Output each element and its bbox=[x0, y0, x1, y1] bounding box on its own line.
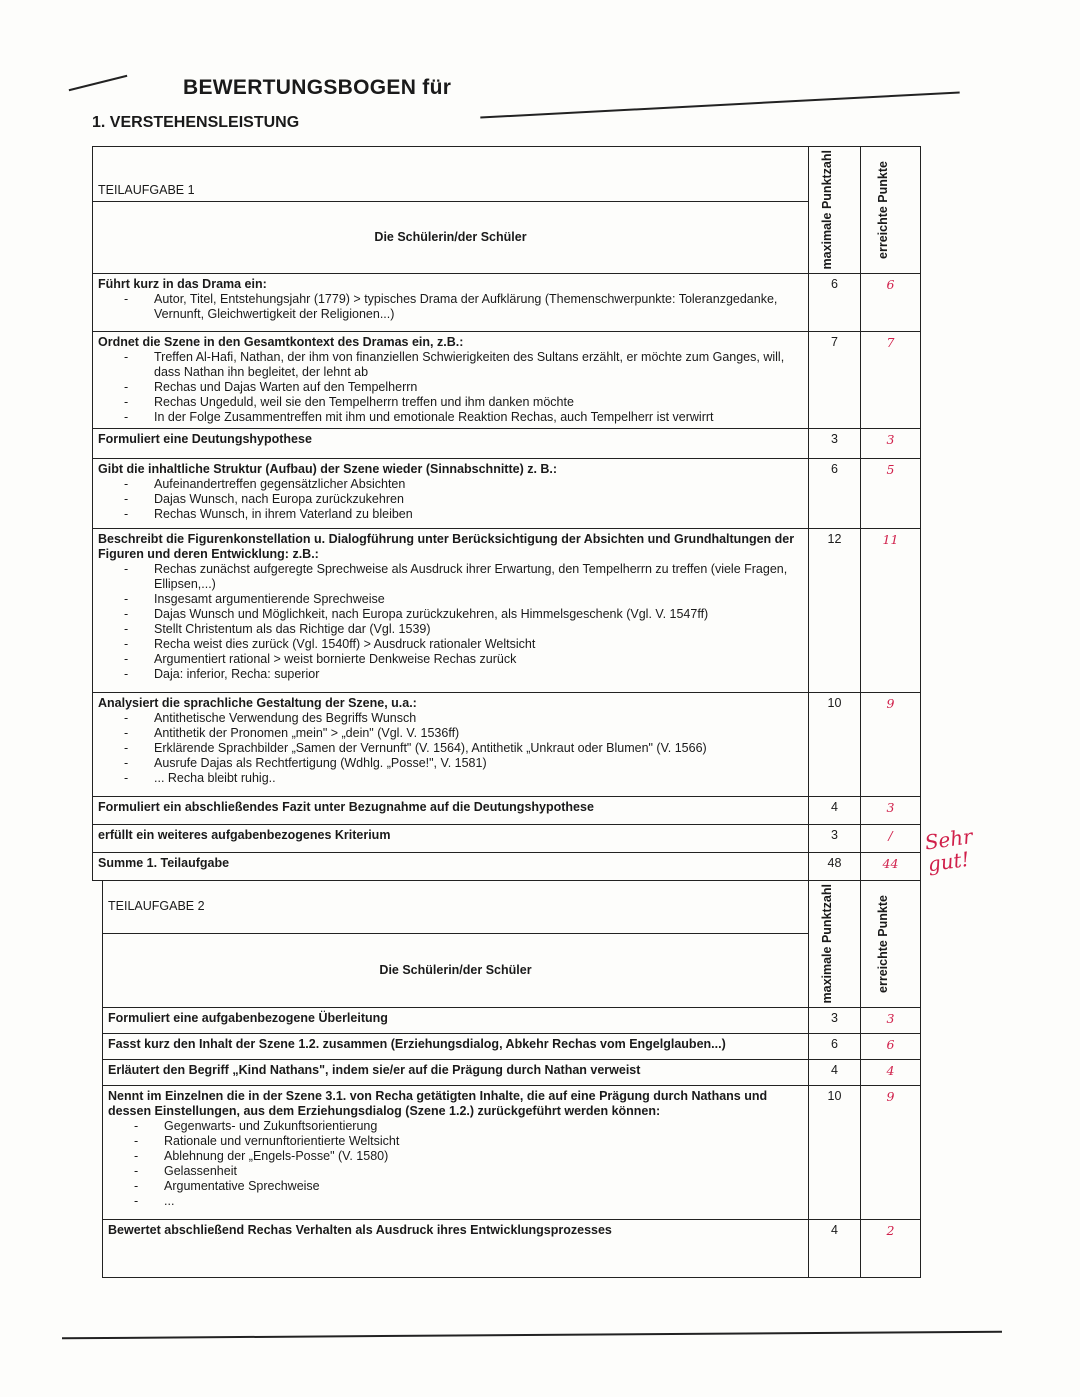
criterion-title: Formuliert eine Deutungshypothese bbox=[98, 431, 312, 446]
page-title: BEWERTUNGSBOGEN für bbox=[183, 76, 452, 99]
task2-rows bbox=[103, 1007, 921, 1277]
earned-points: 5 bbox=[861, 458, 921, 528]
pen-stroke bbox=[69, 75, 128, 91]
criterion-item: - Antithetik der Pronomen „mein" > „dein" (Vgl. V. 1536ff) bbox=[154, 726, 803, 741]
earned-points: 11 bbox=[861, 528, 921, 692]
criterion-item: - Autor, Titel, Entstehungsjahr (1779) > typisches Drama der Aufklärung (Themenschwerpunkte: Toleranzgedanke, Vernunft, Gleichwertigkeit der Religionen...) bbox=[154, 292, 803, 322]
task2-subject: Die Schülerin/der Schüler bbox=[103, 933, 809, 1007]
criterion-cell bbox=[103, 1219, 809, 1277]
earned-points: 6 bbox=[861, 1033, 921, 1059]
criterion-row bbox=[93, 692, 921, 796]
criterion-title: Erläutert den Begriff „Kind Nathans", indem sie/er auf die Prägung durch Nathan verweist bbox=[108, 1062, 641, 1077]
criterion-cell bbox=[93, 796, 809, 824]
task1-table bbox=[92, 146, 921, 881]
task2-label: TEILAUFGABE 2 bbox=[103, 881, 809, 934]
criterion-list bbox=[108, 1119, 803, 1209]
criterion-cell bbox=[93, 824, 809, 852]
criterion-item: - Recha weist dies zurück (Vgl. 1540ff) > Ausdruck rationaler Weltsicht bbox=[154, 637, 803, 652]
criterion-item: - Rechas zunächst aufgeregte Sprechweise als Ausdruck ihrer Erwartung, den Tempelherrn zu treffen (viele Fragen, Ellipsen,...) bbox=[154, 562, 803, 592]
max-points-header bbox=[809, 147, 861, 274]
criterion-item: - Argumentative Sprechweise bbox=[164, 1179, 803, 1194]
criterion-row bbox=[103, 1007, 921, 1033]
criterion-list bbox=[98, 711, 803, 786]
criterion-row bbox=[93, 796, 921, 824]
earned-points: 9 bbox=[861, 1085, 921, 1219]
max-points: 6 bbox=[809, 458, 861, 528]
criterion-item: - Dajas Wunsch und Möglichkeit, nach Europa zurückzukehren, als Himmelsgeschenk (Vgl. V. 1547ff) bbox=[154, 607, 803, 622]
max-points: 3 bbox=[809, 428, 861, 458]
earned-points: 2 bbox=[861, 1219, 921, 1277]
criterion-title: Formuliert ein abschließendes Fazit unter Bezugnahme auf die Deutungshypothese bbox=[98, 799, 594, 814]
criterion-cell bbox=[103, 1085, 809, 1219]
bottom-edge bbox=[62, 1331, 1002, 1340]
criterion-list bbox=[98, 292, 803, 322]
criterion-cell bbox=[93, 458, 809, 528]
criterion-title: Nennt im Einzelnen die in der Szene 3.1. von Recha getätigten Inhalte, die auf eine Prägung durch Nathans und dessen Einstellungen, aus dem Erziehungsdialog (Szene 1.2.) zurückgeführt werden können: bbox=[108, 1088, 768, 1118]
criterion-item: - ... Recha bleibt ruhig.. bbox=[154, 771, 803, 786]
earned-points: 3 bbox=[861, 428, 921, 458]
criterion-item: - Aufeinandertreffen gegensätzlicher Absichten bbox=[154, 477, 803, 492]
earned-points: 3 bbox=[861, 1007, 921, 1033]
max-points-label: maximale Punktzahl bbox=[819, 150, 834, 270]
criterion-list bbox=[98, 350, 803, 425]
criterion-item: - Rechas Ungeduld, weil sie den Tempelherrn treffen und ihm danken möchte bbox=[154, 395, 803, 410]
criterion-row bbox=[93, 331, 921, 428]
criterion-cell bbox=[103, 1007, 809, 1033]
criterion-cell bbox=[93, 528, 809, 692]
criterion-cell bbox=[103, 1059, 809, 1085]
max-points: 4 bbox=[809, 1219, 861, 1277]
max-points: 7 bbox=[809, 331, 861, 428]
max-points: 6 bbox=[809, 273, 861, 331]
earned-points-label: erreichte Punkte bbox=[875, 160, 890, 259]
criterion-item: - Insgesamt argumentierende Sprechweise bbox=[154, 592, 803, 607]
criterion-cell bbox=[93, 428, 809, 458]
criterion-row bbox=[103, 1059, 921, 1085]
max-points: 10 bbox=[809, 1085, 861, 1219]
max-points: 10 bbox=[809, 692, 861, 796]
teacher-comment: Sehr gut! bbox=[923, 824, 975, 877]
criterion-item: - Antithetische Verwendung des Begriffs Wunsch bbox=[154, 711, 803, 726]
earned-points: 44 bbox=[861, 852, 921, 880]
earned-points: 4 bbox=[861, 1059, 921, 1085]
max-points: 3 bbox=[809, 824, 861, 852]
criterion-item: - Rechas Wunsch, in ihrem Vaterland zu bleiben bbox=[154, 507, 803, 522]
earned-points: / bbox=[861, 824, 921, 852]
criterion-title: Beschreibt die Figurenkonstellation u. Dialogführung unter Berücksichtigung der Absichten und Grundhaltungen der Figuren und deren Entwicklung: z.B.: bbox=[98, 531, 795, 561]
criterion-row bbox=[93, 824, 921, 852]
earned-points: 3 bbox=[861, 796, 921, 824]
max-points: 48 bbox=[809, 852, 861, 880]
criterion-title: erfüllt ein weiteres aufgabenbezogenes Kriterium bbox=[98, 827, 391, 842]
criterion-item: - Stellt Christentum als das Richtige dar (Vgl. 1539) bbox=[154, 622, 803, 637]
criterion-cell bbox=[93, 273, 809, 331]
earned-points: 6 bbox=[861, 273, 921, 331]
criterion-item: - Ausrufe Dajas als Rechtfertigung (Wdhlg. „Posse!", V. 1581) bbox=[154, 756, 803, 771]
criterion-title: Analysiert die sprachliche Gestaltung der Szene, u.a.: bbox=[98, 695, 417, 710]
criterion-title: Führt kurz in das Drama ein: bbox=[98, 276, 267, 291]
criterion-item: - Rechas und Dajas Warten auf den Tempelherrn bbox=[154, 380, 803, 395]
title-underline bbox=[480, 91, 959, 118]
criterion-item: - Gegenwarts- und Zukunftsorientierung bbox=[164, 1119, 803, 1134]
criterion-title: Formuliert eine aufgabenbezogene Überleitung bbox=[108, 1010, 388, 1025]
criterion-cell bbox=[93, 692, 809, 796]
max-points-label-2: maximale Punktzahl bbox=[819, 884, 834, 1004]
criterion-row bbox=[103, 1085, 921, 1219]
task2-subject-row bbox=[103, 933, 921, 1007]
criterion-row bbox=[93, 428, 921, 458]
task1-subject: Die Schülerin/der Schüler bbox=[93, 201, 809, 273]
max-points: 3 bbox=[809, 1007, 861, 1033]
criterion-cell bbox=[93, 331, 809, 428]
criterion-item: - Daja: inferior, Recha: superior bbox=[154, 667, 803, 682]
earned-points-label-2: erreichte Punkte bbox=[875, 894, 890, 993]
criterion-list bbox=[98, 562, 803, 682]
task1-header-row bbox=[93, 147, 921, 202]
max-points: 4 bbox=[809, 796, 861, 824]
criterion-item: - Dajas Wunsch, nach Europa zurückzukehren bbox=[154, 492, 803, 507]
criterion-row bbox=[93, 852, 921, 880]
criterion-item: - ... bbox=[164, 1194, 803, 1209]
max-points: 12 bbox=[809, 528, 861, 692]
criterion-title: Fasst kurz den Inhalt der Szene 1.2. zusammen (Erziehungsdialog, Abkehr Rechas vom Engelglauben...) bbox=[108, 1036, 726, 1051]
criterion-title: Bewertet abschließend Rechas Verhalten als Ausdruck ihres Entwicklungsprozesses bbox=[108, 1222, 612, 1237]
criterion-row bbox=[93, 528, 921, 692]
criterion-title: Summe 1. Teilaufgabe bbox=[98, 855, 230, 870]
earned-points: 7 bbox=[861, 331, 921, 428]
earned-points-header bbox=[861, 147, 921, 274]
criterion-row bbox=[93, 273, 921, 331]
criterion-item: - Ablehnung der „Engels-Posse" (V. 1580) bbox=[164, 1149, 803, 1164]
criterion-item: - In der Folge Zusammentreffen mit ihm und emotionale Reaktion Rechas, auch Tempelherr ist verwirrt bbox=[154, 410, 803, 425]
criterion-cell bbox=[93, 852, 809, 880]
max-points: 6 bbox=[809, 1033, 861, 1059]
task2-table bbox=[102, 880, 921, 1278]
criterion-cell bbox=[103, 1033, 809, 1059]
section-heading: 1. VERSTEHENSLEISTUNG bbox=[92, 114, 300, 131]
earned-points: 9 bbox=[861, 692, 921, 796]
criterion-title: Ordnet die Szene in den Gesamtkontext des Dramas ein, z.B.: bbox=[98, 334, 464, 349]
criterion-row bbox=[93, 458, 921, 528]
max-points: 4 bbox=[809, 1059, 861, 1085]
criterion-item: - Argumentiert rational > weist bornierte Denkweise Rechas zurück bbox=[154, 652, 803, 667]
criterion-item: - Rationale und vernunftorientierte Weltsicht bbox=[164, 1134, 803, 1149]
criterion-item: - Erklärende Sprachbilder „Samen der Vernunft" (V. 1564), Antithetik „Unkraut oder Blumen" (V. 1566) bbox=[154, 741, 803, 756]
criterion-item: - Treffen Al-Hafi, Nathan, der ihm von finanziellen Schwierigkeiten des Sultans erzählt, er möchte zum Ganges, will, dass Nathan ihn begleitet, der lehnt ab bbox=[154, 350, 803, 380]
criterion-row bbox=[103, 1033, 921, 1059]
task2-header-row bbox=[103, 881, 921, 934]
earned-points-header-2 bbox=[861, 881, 921, 1008]
task1-subject-row bbox=[93, 201, 921, 273]
criterion-title: Gibt die inhaltliche Struktur (Aufbau) der Szene wieder (Sinnabschnitte) z. B.: bbox=[98, 461, 558, 476]
task1-label: TEILAUFGABE 1 bbox=[93, 147, 809, 202]
task1-rows bbox=[93, 273, 921, 880]
criterion-list bbox=[98, 477, 803, 522]
max-points-header-2 bbox=[809, 881, 861, 1008]
criterion-row bbox=[103, 1219, 921, 1277]
criterion-item: - Gelassenheit bbox=[164, 1164, 803, 1179]
